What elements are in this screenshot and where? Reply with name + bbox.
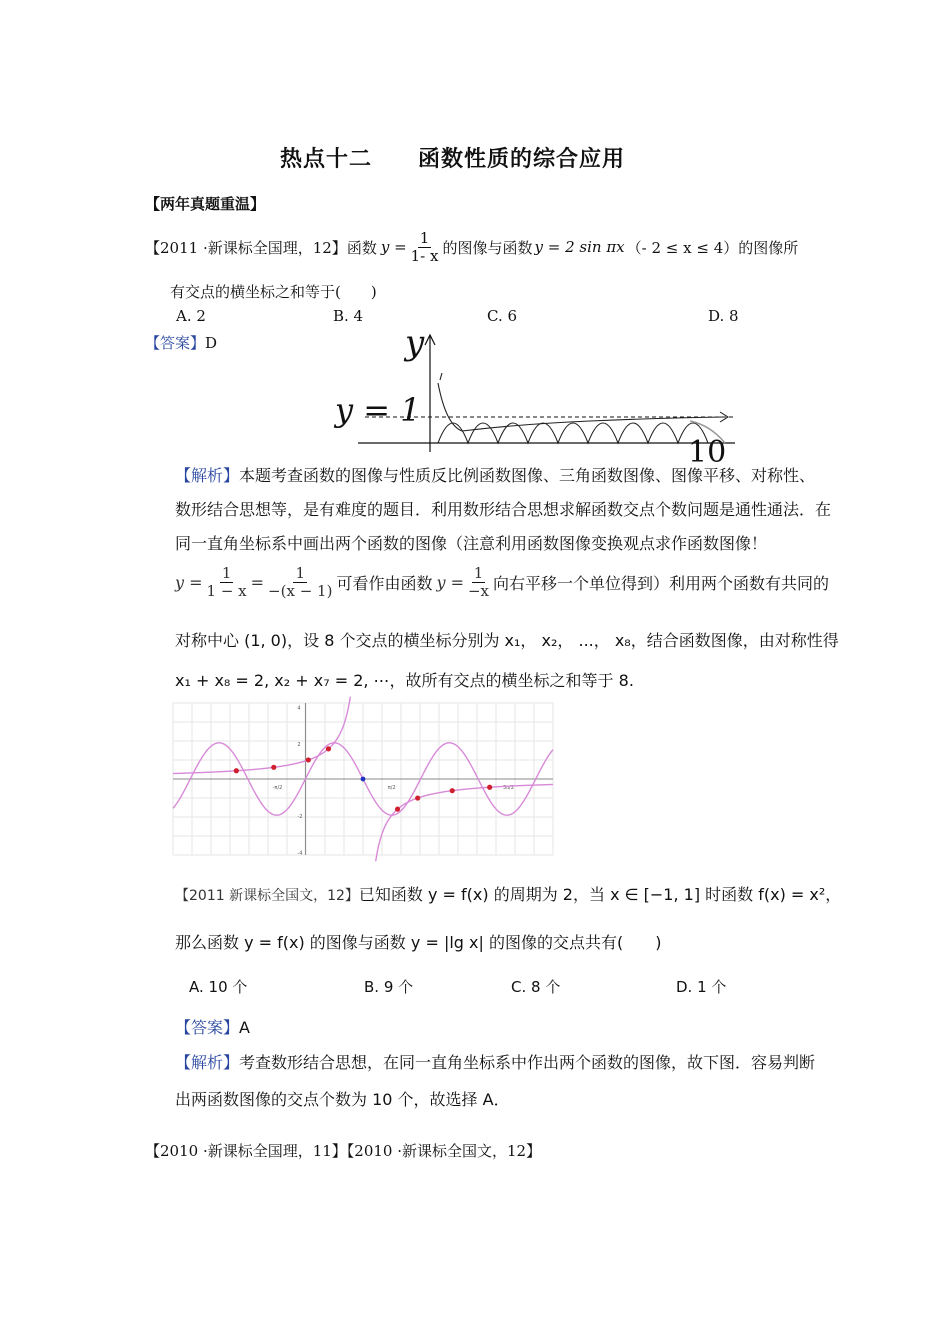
x-tick-label: π/2 [387, 785, 396, 791]
intersection-point [487, 785, 492, 790]
q1-answer-label: 【答案】 [145, 334, 206, 352]
q2-option-d: D. 1 个 [676, 978, 727, 996]
q1-line1 [145, 230, 798, 264]
q2-source: 【2011 新课标全国文，12】 [175, 888, 359, 904]
analysis1-line5: 对称中心 (1, 0)，设 8 个交点的横坐标分别为 x₁， x₂， ...， x₈，结合函数图像，由对称性得 [175, 631, 839, 650]
q1-figure [330, 323, 740, 470]
analysis1-line4-b: 可看作由函数 [336, 573, 433, 593]
q2-text1: 已知函数 y = f(x) 的周期为 2，当 x ∈ [−1, 1] 时函数 f(x) = x²， [358, 885, 842, 904]
q2-option-b: B. 9 个 [364, 978, 414, 996]
analysis1-frac2-den: −(x − 1) [268, 581, 333, 600]
q2-analysis-label: 【解析】 [175, 1053, 240, 1072]
q1-option-a: A. 2 [176, 307, 206, 325]
analysis1-line4-y: y = [175, 572, 203, 592]
q2-answer-label: 【答案】 [175, 1018, 240, 1037]
analysis1-frac3 [466, 565, 491, 599]
page-title: 热点十二 函数性质的综合应用 [280, 146, 626, 172]
intersection-graph [173, 703, 553, 855]
analysis1-frac1-den: 1 − x [206, 581, 247, 600]
analysis1-line4-c: y = [436, 572, 464, 592]
q1-frac-num: 1 [419, 229, 430, 247]
q1-fig-y-axis-label: y [405, 323, 425, 363]
analysis1-frac3-num: 1 [473, 564, 484, 582]
analysis1-line6: x₁ + x₈ = 2, x₂ + x₇ = 2, ⋯，故所有交点的横坐标之和等于 8. [175, 671, 634, 690]
q1-domain: （- 2 ≤ x ≤ 4） [626, 238, 739, 257]
q2-line1 [175, 882, 841, 905]
q2-line2: 那么函数 y = f(x) 的图像与函数 y = |lg x| 的图像的交点共有( ) [175, 933, 662, 952]
q2-analysis-line2: 出两函数图像的交点个数为 10 个，故选择 A． [175, 1090, 510, 1109]
q1-line2: 有交点的横坐标之和等于( ) [170, 283, 377, 301]
intersection-point [450, 788, 455, 793]
y-tick-label: -4 [297, 850, 303, 857]
y-tick-label: -2 [297, 814, 303, 821]
analysis1-line3: 同一直角坐标系中画出两个函数的图像（注意利用函数图像变换观点求作函数图像！ [175, 534, 768, 553]
q1-prefix: 函数 [346, 238, 377, 257]
q1-option-b: B. 4 [333, 307, 364, 325]
analysis1-frac2-num: 1 [295, 564, 306, 582]
q1-func2: y = 2 sin πx [534, 238, 625, 256]
analysis1-line4-eq: = [250, 572, 265, 592]
q1-y-eq: y = [380, 238, 407, 256]
analysis1-line1 [175, 463, 815, 486]
analysis1-line4 [175, 565, 829, 599]
q1-fraction [409, 230, 441, 264]
q1-fig-x-label: 10 [688, 435, 727, 470]
q1-figure-svg [330, 325, 740, 452]
q1-answer-value: D [205, 334, 218, 352]
q1-answer [145, 332, 217, 353]
x-tick-label: -π/2 [272, 785, 283, 791]
x-tick-label: 3π/2 [502, 785, 515, 791]
q2-analysis-line1 [175, 1050, 815, 1073]
intersection-point [395, 807, 400, 812]
analysis1-label: 【解析】 [175, 466, 240, 485]
section-heading: 【两年真题重温】 [145, 195, 266, 213]
analysis1-frac3-den: −x [467, 581, 490, 600]
analysis1-frac1-num: 1 [221, 564, 232, 582]
intersection-point [271, 765, 276, 770]
symmetry-center-point [361, 777, 366, 782]
intersection-point [415, 795, 420, 800]
intersection-point [234, 768, 239, 773]
q2-option-a: A. 10 个 [189, 978, 248, 996]
q1-source: 【2011 ·新课标全国理，12】 [145, 238, 347, 257]
q1-frac-den: 1- x [410, 246, 439, 265]
y-tick-label: 2 [297, 741, 301, 748]
analysis1-frac2 [266, 565, 334, 599]
q2-answer [175, 1015, 250, 1038]
q1-option-d: D. 8 [708, 307, 739, 325]
analysis1-frac1 [205, 565, 249, 599]
q2-answer-value: A [239, 1018, 250, 1037]
intersection-graph-svg [173, 703, 553, 855]
y-tick-label: 4 [297, 705, 301, 712]
analysis1-text1: 本题考查函数的图像与性质反比例函数图像、三角函数图像、图像平移、对称性、 [239, 466, 816, 485]
analysis1-line2: 数形结合思想等，是有难度的题目．利用数形结合思想求解函数交点个数问题是通性通法．在 [175, 500, 832, 519]
q1-fig-y1-label: y = 1 [335, 391, 421, 429]
q2-analysis-text1: 考查数形结合思想，在同一直角坐标系中作出两个函数的图像，故下图．容易判断 [239, 1053, 816, 1072]
intersection-point [326, 746, 331, 751]
footer-sources: 【2010 ·新课标全国理，11】【2010 ·新课标全国文，12】 [145, 1142, 542, 1160]
q1-mid: 的图像与函数 [442, 238, 533, 257]
q2-option-c: C. 8 个 [511, 978, 561, 996]
q1-option-c: C. 6 [487, 307, 518, 325]
q1-suffix: 的图像所 [738, 238, 799, 257]
analysis1-line4-d: 向右平移一个单位得到）利用两个函数有共同的 [493, 573, 830, 593]
intersection-point [306, 757, 311, 762]
